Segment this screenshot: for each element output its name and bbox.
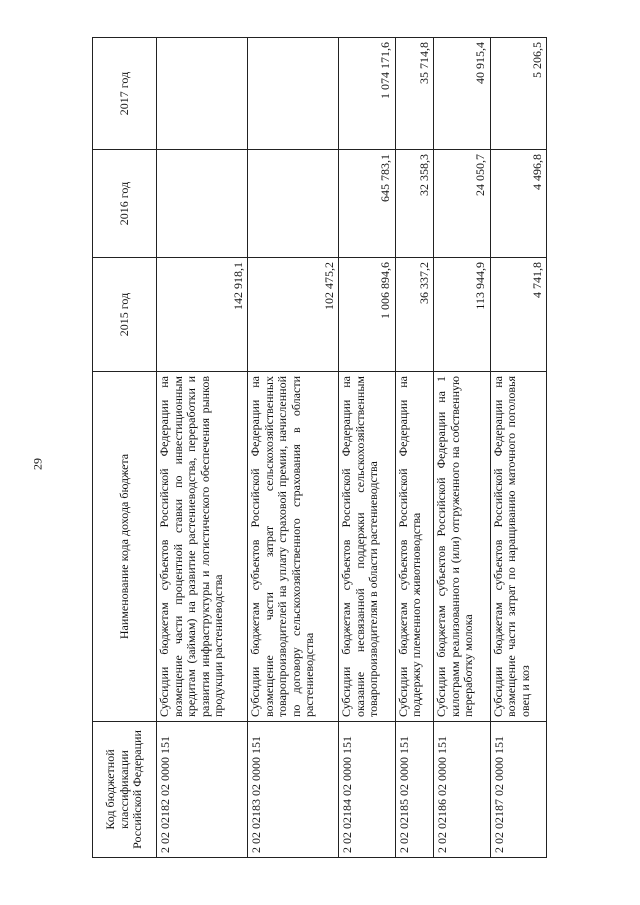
budget-code-cell: 2 02 02183 02 0000 151 [248,722,339,858]
rotated-page-content [92,38,547,858]
amount-2015-cell: 4 741,8 [490,258,546,372]
amount-2015-cell: 36 337,2 [395,258,434,372]
table-row [339,38,395,858]
amount-2016-cell: 645 783,1 [339,150,395,258]
budget-code-cell: 2 02 02185 02 0000 151 [395,722,434,858]
amount-2017-cell: 40 915,4 [434,38,490,150]
table-header-row [93,38,157,858]
amount-2015-cell: 113 944,9 [434,258,490,372]
revenue-name-cell: Субсидии бюджетам субъектов Российской Федерации на возмещение части затрат сельскохозяйственных товаропроизводителей на уплату страховой премии, начисленной по договору сельскохозяйственного страхования в области растениеводства [248,372,339,722]
amount-2016-cell [248,150,339,258]
amount-2017-cell [157,38,248,150]
budget-code-cell: 2 02 02184 02 0000 151 [339,722,395,858]
table-row [434,38,490,858]
revenue-name-cell: Субсидии бюджетам субъектов Российской Федерации на возмещение части процентной ставки по инвестиционным кредитам (займам) на развитие растениеводства, переработки и развития инфраструктуры и логистического обеспечения рынков продукции растениеводства [157,372,248,722]
header-2016: 2016 год [93,150,157,258]
amount-2017-cell: 5 206,5 [490,38,546,150]
table-row [248,38,339,858]
amount-2015-cell: 1 006 894,6 [339,258,395,372]
budget-revenue-table [92,37,547,858]
header-2017: 2017 год [93,38,157,150]
amount-2015-cell: 142 918,1 [157,258,248,372]
amount-2017-cell [248,38,339,150]
amount-2017-cell: 35 714,8 [395,38,434,150]
budget-code-cell: 2 02 02187 02 0000 151 [490,722,546,858]
revenue-name-cell: Субсидии бюджетам субъектов Российской Федерации на поддержку племенного животноводства [395,372,434,722]
amount-2016-cell: 32 358,3 [395,150,434,258]
budget-code-cell: 2 02 02186 02 0000 151 [434,722,490,858]
table-row [490,38,546,858]
revenue-name-cell: Субсидии бюджетам субъектов Российской Федерации на возмещение части затрат по наращиванию маточного поголовья овец и коз [490,372,546,722]
table-row [157,38,248,858]
amount-2016-cell [157,150,248,258]
amount-2016-cell: 4 496,8 [490,150,546,258]
budget-code-cell: 2 02 02182 02 0000 151 [157,722,248,858]
table-row [395,38,434,858]
revenue-name-cell: Субсидии бюджетам субъектов Российской Федерации на 1 килограмм реализованного и (или) отгруженного на собственную переработку молока [434,372,490,722]
revenue-name-cell: Субсидии бюджетам субъектов Российской Федерации на оказание несвязанной поддержки сельскохозяйственным товаропроизводителям в области растениеводства [339,372,395,722]
header-name: Наименование кода дохода бюджета [93,372,157,722]
header-code: Код бюджетной классификации Российской Федерации [93,722,157,858]
amount-2015-cell: 102 475,2 [248,258,339,372]
page-number: 29 [30,458,45,470]
header-2015: 2015 год [93,258,157,372]
amount-2017-cell: 1 074 171,6 [339,38,395,150]
amount-2016-cell: 24 050,7 [434,150,490,258]
